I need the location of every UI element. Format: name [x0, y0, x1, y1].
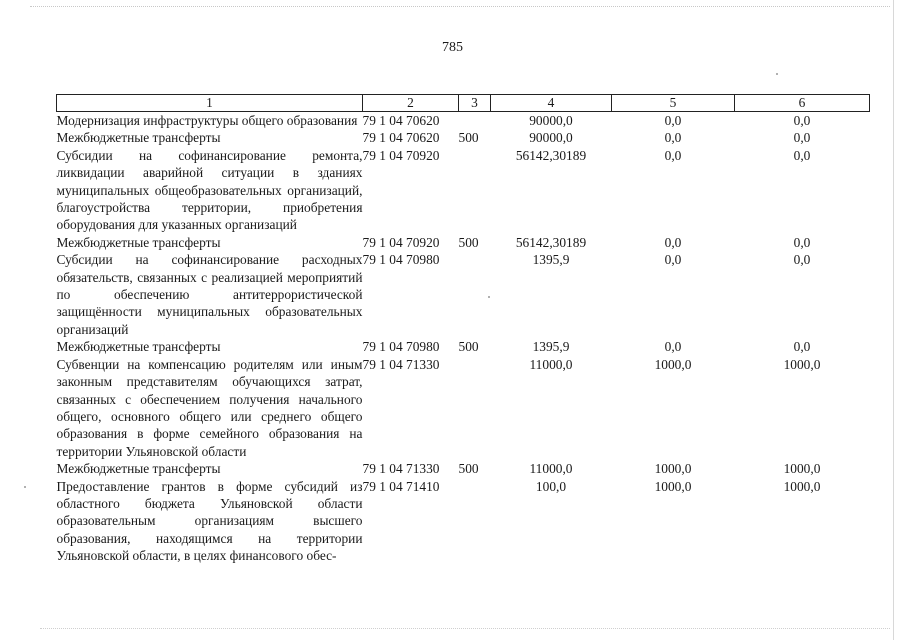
- row-code-cell: 79 1 04 70620: [362, 113, 440, 128]
- row-amount-col5: 1000,0: [654, 356, 692, 372]
- row-amount-col5: 0,0: [664, 113, 682, 128]
- table-row: [57, 356, 870, 460]
- budget-table: [56, 94, 870, 565]
- row-code-cell: 79 1 04 71330: [362, 356, 440, 372]
- scan-speck: [24, 486, 26, 488]
- row-amount-col6: 1000,0: [783, 356, 821, 372]
- row-amount-col4: 11000,0: [529, 461, 573, 477]
- row-name: Субсидии на софинансирование ремонта, ликвидации аварийной ситуации в зданиях муниципальных общеобразовательных организаций, благоустройства территории, приобретения оборудования для указанных организаций: [56, 147, 363, 233]
- table-row: [57, 147, 870, 234]
- table-row: [57, 112, 870, 130]
- scan-edge-bottom: [40, 628, 890, 629]
- table-body: [57, 112, 870, 565]
- row-type-cell: 500: [458, 461, 479, 477]
- table-row: [57, 338, 870, 355]
- row-name: Межбюджетные трансферты: [56, 461, 221, 477]
- page-number: 785: [442, 40, 463, 55]
- row-amount-col4: 90000,0: [529, 113, 573, 128]
- row-amount-col6: 0,0: [793, 130, 811, 146]
- row-name-cell: [57, 112, 363, 130]
- row-name-cell: [57, 478, 363, 565]
- row-amount-col6: 0,0: [793, 147, 811, 163]
- row-amount-col5: 1000,0: [654, 461, 692, 477]
- row-amount-col6: 0,0: [793, 252, 811, 268]
- row-amount-col5: 0,0: [664, 130, 682, 146]
- row-name-cell: [57, 251, 363, 338]
- row-amount-col4: 1395,9: [532, 252, 570, 268]
- row-name: Предоставление грантов в форме субсидий из областного бюджета Ульяновской области образовательным организациям высшего образования, находящимся на территории Ульяновской области, в целях финансового обес-: [56, 478, 363, 564]
- row-amount-col5: 0,0: [664, 234, 682, 250]
- row-name: Межбюджетные трансферты: [56, 339, 221, 355]
- row-type-cell: [459, 478, 491, 565]
- row-name-cell: [57, 460, 363, 477]
- row-amount-col5: 1000,0: [654, 478, 692, 494]
- row-code-cell: 79 1 04 71410: [362, 478, 440, 494]
- column-header-3: 3: [459, 95, 491, 112]
- scan-edge-right: [893, 0, 894, 640]
- table-row: [57, 460, 870, 477]
- row-name: Модернизация инфраструктуры общего образования: [56, 113, 358, 128]
- row-type-cell: 500: [458, 234, 479, 250]
- row-code-cell: 79 1 04 70920: [362, 234, 440, 250]
- row-name: Субвенции на компенсацию родителям или иным законным представителям обучающихся затрат, связанных с обеспечением получения начального общего, основного общего или среднего общего образования в форме семейного образования на территории Ульяновской области: [56, 356, 363, 459]
- row-code-cell: 79 1 04 70980: [362, 339, 440, 355]
- row-name-cell: [57, 338, 363, 355]
- row-amount-col4: 56142,30189: [515, 147, 587, 163]
- row-code-cell: 79 1 04 70620: [362, 130, 440, 146]
- row-amount-col6: 1000,0: [783, 478, 821, 494]
- row-amount-col5: 0,0: [664, 147, 682, 163]
- row-name: Межбюджетные трансферты: [56, 130, 221, 146]
- row-code-cell: 79 1 04 70920: [362, 147, 440, 163]
- row-amount-col4: 11000,0: [529, 356, 573, 372]
- row-name: Субсидии на софинансирование расходных обязательств, связанных с реализацией мероприятий по обеспечению антитеррористической защищённости муниципальных образовательных организаций: [56, 252, 363, 337]
- row-amount-col6: 0,0: [793, 113, 811, 128]
- row-code-cell: 79 1 04 71330: [362, 461, 440, 477]
- scan-speck: [488, 296, 490, 298]
- scan-speck: [776, 73, 778, 75]
- row-amount-col4: 56142,30189: [515, 234, 587, 250]
- row-type-cell: [459, 112, 491, 130]
- row-code-cell: 79 1 04 70980: [362, 252, 440, 268]
- table-row: [57, 234, 870, 251]
- scan-edge-top: [30, 6, 890, 7]
- row-amount-col4: 90000,0: [529, 130, 573, 146]
- row-type-cell: [459, 147, 491, 234]
- row-type-cell: 500: [458, 339, 479, 355]
- row-name-cell: [57, 234, 363, 251]
- row-amount-col6: 0,0: [793, 339, 811, 355]
- row-amount-col6: 0,0: [793, 234, 811, 250]
- row-type-cell: [459, 356, 491, 460]
- row-amount-col5: 0,0: [664, 339, 682, 355]
- row-amount-col5: 0,0: [664, 252, 682, 268]
- row-type-cell: [459, 251, 491, 338]
- column-header-4: 4: [491, 95, 612, 112]
- row-type-cell: 500: [458, 130, 479, 146]
- column-header-2: 2: [363, 95, 459, 112]
- table-row: [57, 251, 870, 338]
- table-row: [57, 478, 870, 565]
- row-name-cell: [57, 147, 363, 234]
- row-name-cell: [57, 356, 363, 460]
- table-header-row: [57, 95, 870, 112]
- row-name-cell: [57, 129, 363, 146]
- table-row: [57, 129, 870, 146]
- row-amount-col6: 1000,0: [783, 461, 821, 477]
- column-header-1: 1: [57, 95, 363, 112]
- column-header-6: 6: [735, 95, 870, 112]
- row-amount-col4: 1395,9: [532, 339, 570, 355]
- row-amount-col4: 100,0: [535, 478, 567, 494]
- row-name: Межбюджетные трансферты: [56, 234, 221, 250]
- column-header-5: 5: [612, 95, 735, 112]
